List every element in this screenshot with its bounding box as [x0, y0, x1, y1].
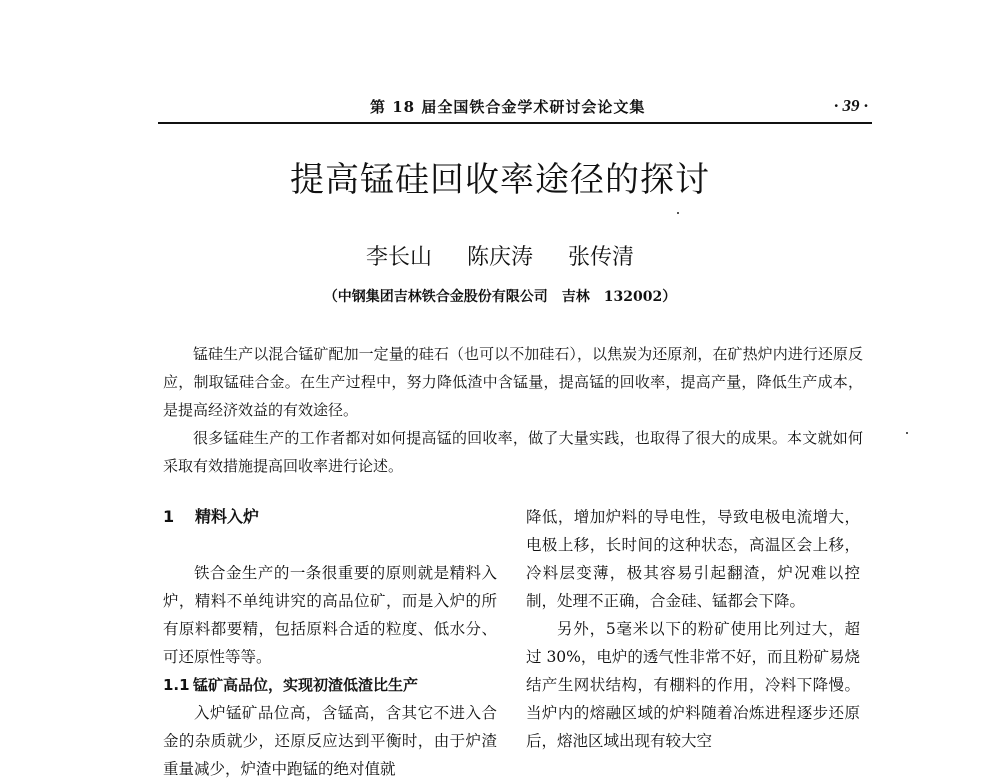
subsection-number: 1.1: [163, 676, 190, 694]
scan-speck: [677, 212, 679, 214]
running-header: [158, 94, 872, 124]
author: 陈庆涛: [466, 245, 533, 270]
body-paragraph: 入炉锰矿品位高，含锰高，含其它不进入合金的杂质就少，还原反应达到平衡时，由于炉渣重量减少，炉渣中跑锰的绝对值就: [163, 704, 497, 778]
affiliation: （中钢集团吉林铁合金股份有限公司 吉林 132002）: [323, 289, 677, 305]
paper-title: 提高锰硅回收率途径的探讨: [290, 160, 710, 200]
subsection-heading: [163, 671, 497, 699]
page-number: · 39 ·: [834, 96, 868, 115]
abstract: [163, 340, 863, 480]
journal-title: 第 18 届全国铁合金学术研讨会论文集: [370, 98, 646, 116]
abstract-paragraph: 锰硅生产以混合锰矿配加一定量的硅石（也可以不加硅石），以焦炭为还原剂，在矿热炉内进行还原反应，制取锰硅合金。在生产过程中，努力降低渣中含锰量，提高锰的回收率，提高产量，降低生产成本，是提高经济效益的有效途径。: [163, 345, 863, 419]
right-column: [526, 503, 860, 755]
abstract-paragraph: 很多锰硅生产的工作者都对如何提高锰的回收率，做了大量实践，也取得了很大的成果。本文就如何采取有效措施提高回收率进行论述。: [163, 429, 863, 475]
section-heading: [163, 503, 497, 531]
body-paragraph: 降低，增加炉料的导电性，导致电极电流增大，电极上移，长时间的这种状态，高温区会上移，冷料层变薄，极其容易引起翻渣，炉况难以控制，处理不正确，合金硅、锰都会下降。: [526, 508, 860, 610]
scan-speck: [906, 432, 908, 434]
author-list: [0, 240, 1000, 271]
body-paragraph: 铁合金生产的一条很重要的原则就是精料入炉，精料不单纯讲究的高品位矿，而是入炉的所有原料都要精，包括原料合适的粒度、低水分、可还原性等等。: [163, 564, 497, 666]
section-number: 1: [163, 507, 175, 526]
author: 李长山: [365, 245, 432, 270]
left-column: [163, 503, 497, 783]
subsection-title: 锰矿高品位，实现初渣低渣比生产: [193, 676, 419, 694]
author: 张传清: [568, 245, 635, 270]
body-paragraph: 另外，5毫米以下的粉矿使用比列过大，超过 30%，电炉的透气性非常不好，而且粉矿易烧结产生网状结构，有棚料的作用，冷料下降慢。当炉内的熔融区域的炉料随着冶炼进程逐步还原后，熔池区域出现有较大空: [526, 620, 860, 750]
section-title: 精料入炉: [195, 507, 260, 526]
